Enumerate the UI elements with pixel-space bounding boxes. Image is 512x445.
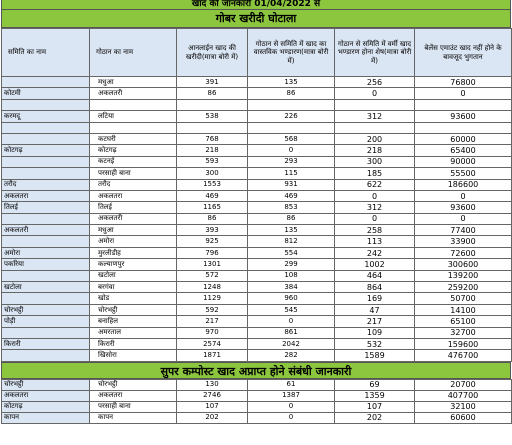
super-compost-table xyxy=(1,379,512,424)
gothan-cell: मधुआ xyxy=(90,77,177,88)
pending-cell: 0 xyxy=(335,88,415,99)
samiti-cell: किरारी xyxy=(2,338,90,349)
table-row xyxy=(2,350,512,361)
online-cell: 469 xyxy=(177,190,248,201)
samiti-cell: अकलतरा xyxy=(2,390,90,401)
online-cell: 300 xyxy=(177,168,248,179)
gothan-cell: कापन xyxy=(90,412,177,423)
balance-cell: 20700 xyxy=(415,379,512,390)
online-cell: 1248 xyxy=(177,282,248,293)
samiti-cell: कापन xyxy=(2,412,90,423)
actual-cell: 108 xyxy=(248,270,335,281)
pending-cell: 1002 xyxy=(335,259,415,270)
table-row xyxy=(2,270,512,281)
samiti-cell: खटोला xyxy=(2,282,90,293)
actual-cell: 812 xyxy=(248,236,335,247)
actual-cell: 226 xyxy=(248,111,335,122)
pending-cell: 1359 xyxy=(335,390,415,401)
gothan-cell: खोड xyxy=(90,293,177,304)
samiti-cell: अकलतरी xyxy=(2,225,90,236)
balance-cell: 93600 xyxy=(415,111,512,122)
gothan-cell: बरगंवा xyxy=(90,282,177,293)
online-cell: 1871 xyxy=(177,350,248,361)
actual-cell xyxy=(248,122,335,133)
balance-cell: 33900 xyxy=(415,236,512,247)
actual-cell: 299 xyxy=(248,259,335,270)
header-gothan: गोठान का नाम xyxy=(90,29,177,77)
pending-cell: 242 xyxy=(335,247,415,258)
actual-cell: 282 xyxy=(248,350,335,361)
pending-cell: 258 xyxy=(335,225,415,236)
table-row xyxy=(2,412,512,423)
table-row xyxy=(2,122,512,133)
online-cell: 593 xyxy=(177,156,248,167)
samiti-cell: अकलतरा xyxy=(2,190,90,201)
balance-cell: 32100 xyxy=(415,401,512,412)
pending-cell: 300 xyxy=(335,156,415,167)
table-row xyxy=(2,156,512,167)
balance-cell: 65100 xyxy=(415,316,512,327)
gobar-table xyxy=(1,28,512,362)
balance-cell: 186600 xyxy=(415,179,512,190)
pending-cell: 0 xyxy=(335,190,415,201)
gothan-cell: परसाही बाना xyxy=(90,168,177,179)
samiti-cell xyxy=(2,168,90,179)
balance-cell: 93600 xyxy=(415,202,512,213)
gothan-cell: परसाही बाना xyxy=(90,401,177,412)
gothan-cell: अकलतरा xyxy=(90,390,177,401)
online-cell: 1129 xyxy=(177,293,248,304)
balance-cell: 300600 xyxy=(415,259,512,270)
online-cell: 925 xyxy=(177,236,248,247)
actual-cell: 1387 xyxy=(248,390,335,401)
table-row xyxy=(2,316,512,327)
online-cell: 592 xyxy=(177,304,248,315)
balance-cell: 159600 xyxy=(415,338,512,349)
table-row xyxy=(2,179,512,190)
balance-cell: 72600 xyxy=(415,247,512,258)
table-row xyxy=(2,88,512,99)
pending-cell: 113 xyxy=(335,236,415,247)
actual-cell: 86 xyxy=(248,213,335,224)
online-cell: 2746 xyxy=(177,390,248,401)
gothan-cell: मुरलीडीह xyxy=(90,247,177,258)
gothan-cell: चोरभट्ठी xyxy=(90,379,177,390)
gothan-cell: अकलतरी xyxy=(90,88,177,99)
online-cell xyxy=(177,122,248,133)
pending-cell: 1589 xyxy=(335,350,415,361)
table-row xyxy=(2,304,512,315)
balance-cell: 55500 xyxy=(415,168,512,179)
pending-cell: 200 xyxy=(335,133,415,144)
pending-cell: 109 xyxy=(335,327,415,338)
pending-cell: 256 xyxy=(335,77,415,88)
samiti-cell: कोटगढ़ xyxy=(2,145,90,156)
online-cell: 970 xyxy=(177,327,248,338)
table-row xyxy=(2,338,512,349)
actual-cell: 293 xyxy=(248,156,335,167)
table-row xyxy=(2,401,512,412)
header-balance: बेलेंस एमाउंट खाद नहीं होने के बावजूद भुगतान xyxy=(415,29,512,77)
online-cell: 2574 xyxy=(177,338,248,349)
samiti-cell: अमोरा xyxy=(2,247,90,258)
actual-cell xyxy=(248,99,335,110)
balance-cell: 14100 xyxy=(415,304,512,315)
balance-cell xyxy=(415,99,512,110)
samiti-cell xyxy=(2,122,90,133)
balance-cell: 50700 xyxy=(415,293,512,304)
balance-cell: 0 xyxy=(415,88,512,99)
online-cell: 130 xyxy=(177,379,248,390)
samiti-cell xyxy=(2,133,90,144)
samiti-cell: पकरिया xyxy=(2,259,90,270)
header-row xyxy=(2,29,512,77)
balance-cell: 90000 xyxy=(415,156,512,167)
online-cell: 107 xyxy=(177,401,248,412)
gothan-cell: कटनई xyxy=(90,156,177,167)
balance-cell: 139200 xyxy=(415,270,512,281)
gothan-cell: लटिया xyxy=(90,111,177,122)
samiti-cell: पोड़ी xyxy=(2,316,90,327)
samiti-cell xyxy=(2,213,90,224)
actual-cell: 568 xyxy=(248,133,335,144)
online-cell: 218 xyxy=(177,145,248,156)
table-row xyxy=(2,168,512,179)
online-cell: 1301 xyxy=(177,259,248,270)
section-title-super-compost: सुपर कम्पोस्ट खाद अप्राप्त होने संबंधी जानकारी xyxy=(1,362,511,379)
samiti-cell xyxy=(2,293,90,304)
gothan-cell xyxy=(90,122,177,133)
samiti-cell: कोटगढ़ xyxy=(2,401,90,412)
table-row xyxy=(2,293,512,304)
gothan-cell: किरारी xyxy=(90,338,177,349)
pending-cell xyxy=(335,122,415,133)
bottom-table-body xyxy=(2,379,512,423)
online-cell: 86 xyxy=(177,213,248,224)
pending-cell xyxy=(335,99,415,110)
samiti-cell xyxy=(2,350,90,361)
header-actual: गोठान से समिति में खाद का वास्तविक भण्डारण(मात्रा बोरी में) xyxy=(248,29,335,77)
balance-cell: 77400 xyxy=(415,225,512,236)
table-body xyxy=(2,77,512,362)
pending-cell: 218 xyxy=(335,145,415,156)
online-cell: 217 xyxy=(177,316,248,327)
gothan-cell: बनाहिल xyxy=(90,316,177,327)
pending-cell: 202 xyxy=(335,412,415,423)
balance-cell: 60600 xyxy=(415,412,512,423)
online-cell xyxy=(177,99,248,110)
actual-cell: 115 xyxy=(248,168,335,179)
samiti-cell xyxy=(2,99,90,110)
actual-cell: 135 xyxy=(248,77,335,88)
balance-cell: 259200 xyxy=(415,282,512,293)
gothan-cell: खिसोरा xyxy=(90,350,177,361)
header-samiti: समिति का नाम xyxy=(2,29,90,77)
actual-cell: 0 xyxy=(248,316,335,327)
table-row xyxy=(2,282,512,293)
samiti-cell: कोटमी xyxy=(2,88,90,99)
gothan-cell: तिलई xyxy=(90,202,177,213)
actual-cell: 861 xyxy=(248,327,335,338)
table-row xyxy=(2,77,512,88)
samiti-cell: चोरभट्ठी xyxy=(2,379,90,390)
gothan-cell: कोटगढ़ xyxy=(90,145,177,156)
actual-cell: 554 xyxy=(248,247,335,258)
table-row xyxy=(2,133,512,144)
pending-cell: 107 xyxy=(335,401,415,412)
table-row xyxy=(2,327,512,338)
actual-cell: 545 xyxy=(248,304,335,315)
table-row xyxy=(2,379,512,390)
online-cell: 391 xyxy=(177,77,248,88)
actual-cell: 384 xyxy=(248,282,335,293)
section-title-gobar: गोबर खरीदी घोटाला xyxy=(1,10,511,28)
balance-cell: 0 xyxy=(415,190,512,201)
actual-cell: 2042 xyxy=(248,338,335,349)
table-row xyxy=(2,202,512,213)
samiti-cell xyxy=(2,327,90,338)
balance-cell: 60000 xyxy=(415,133,512,144)
online-cell: 538 xyxy=(177,111,248,122)
gothan-cell: खटोला xyxy=(90,270,177,281)
gothan-cell: चोरभट्ठी xyxy=(90,304,177,315)
balance-cell: 476700 xyxy=(415,350,512,361)
actual-cell: 853 xyxy=(248,202,335,213)
pending-cell: 464 xyxy=(335,270,415,281)
actual-cell: 61 xyxy=(248,379,335,390)
samiti-cell: तरौद xyxy=(2,179,90,190)
balance-cell: 76800 xyxy=(415,77,512,88)
pending-cell: 169 xyxy=(335,293,415,304)
header-pending: गोठान से समिति में वर्मी खाद भण्डारण होना शेष(मात्रा बोरी में) xyxy=(335,29,415,77)
table-row xyxy=(2,213,512,224)
pending-cell: 864 xyxy=(335,282,415,293)
gothan-cell xyxy=(90,99,177,110)
online-cell: 572 xyxy=(177,270,248,281)
gothan-cell: अमोरा xyxy=(90,236,177,247)
balance-cell: 65400 xyxy=(415,145,512,156)
gothan-cell: अकलतरी xyxy=(90,213,177,224)
gothan-cell: अमरताल xyxy=(90,327,177,338)
pending-cell: 69 xyxy=(335,379,415,390)
samiti-cell xyxy=(2,270,90,281)
online-cell: 1165 xyxy=(177,202,248,213)
online-cell: 393 xyxy=(177,225,248,236)
gothan-cell: तरौद xyxy=(90,179,177,190)
online-cell: 768 xyxy=(177,133,248,144)
pending-cell: 622 xyxy=(335,179,415,190)
online-cell: 202 xyxy=(177,412,248,423)
table-row xyxy=(2,225,512,236)
balance-cell: 407700 xyxy=(415,390,512,401)
header-online: आनलाईन खाद की खरीदी(मात्रा बोरी में) xyxy=(177,29,248,77)
table-row xyxy=(2,236,512,247)
actual-cell: 135 xyxy=(248,225,335,236)
gothan-cell: कल्याणपुर xyxy=(90,259,177,270)
pending-cell: 47 xyxy=(335,304,415,315)
gothan-cell: अकलतरा xyxy=(90,190,177,201)
actual-cell: 931 xyxy=(248,179,335,190)
table-row xyxy=(2,190,512,201)
balance-cell: 0 xyxy=(415,213,512,224)
balance-cell: 32700 xyxy=(415,327,512,338)
pending-cell: 312 xyxy=(335,111,415,122)
samiti-cell xyxy=(2,236,90,247)
samiti-cell: करमदू xyxy=(2,111,90,122)
samiti-cell: तिलई xyxy=(2,202,90,213)
report-date-title: खाद की जानकारी 01/04/2022 से xyxy=(1,0,511,10)
table-row xyxy=(2,99,512,110)
samiti-cell xyxy=(2,156,90,167)
samiti-cell: चोरभट्ठी xyxy=(2,304,90,315)
pending-cell: 532 xyxy=(335,338,415,349)
gothan-cell: मधुआ xyxy=(90,225,177,236)
pending-cell: 185 xyxy=(335,168,415,179)
online-cell: 796 xyxy=(177,247,248,258)
balance-cell xyxy=(415,122,512,133)
online-cell: 1553 xyxy=(177,179,248,190)
actual-cell: 0 xyxy=(248,412,335,423)
pending-cell: 312 xyxy=(335,202,415,213)
table-row xyxy=(2,145,512,156)
actual-cell: 0 xyxy=(248,145,335,156)
table-row xyxy=(2,390,512,401)
actual-cell: 960 xyxy=(248,293,335,304)
pending-cell: 217 xyxy=(335,316,415,327)
samiti-cell xyxy=(2,77,90,88)
actual-cell: 86 xyxy=(248,88,335,99)
table-row xyxy=(2,259,512,270)
table-row xyxy=(2,247,512,258)
gothan-cell: कटघरी xyxy=(90,133,177,144)
table-row xyxy=(2,111,512,122)
pending-cell: 0 xyxy=(335,213,415,224)
actual-cell: 469 xyxy=(248,190,335,201)
report-page xyxy=(1,0,511,424)
online-cell: 86 xyxy=(177,88,248,99)
actual-cell: 0 xyxy=(248,401,335,412)
